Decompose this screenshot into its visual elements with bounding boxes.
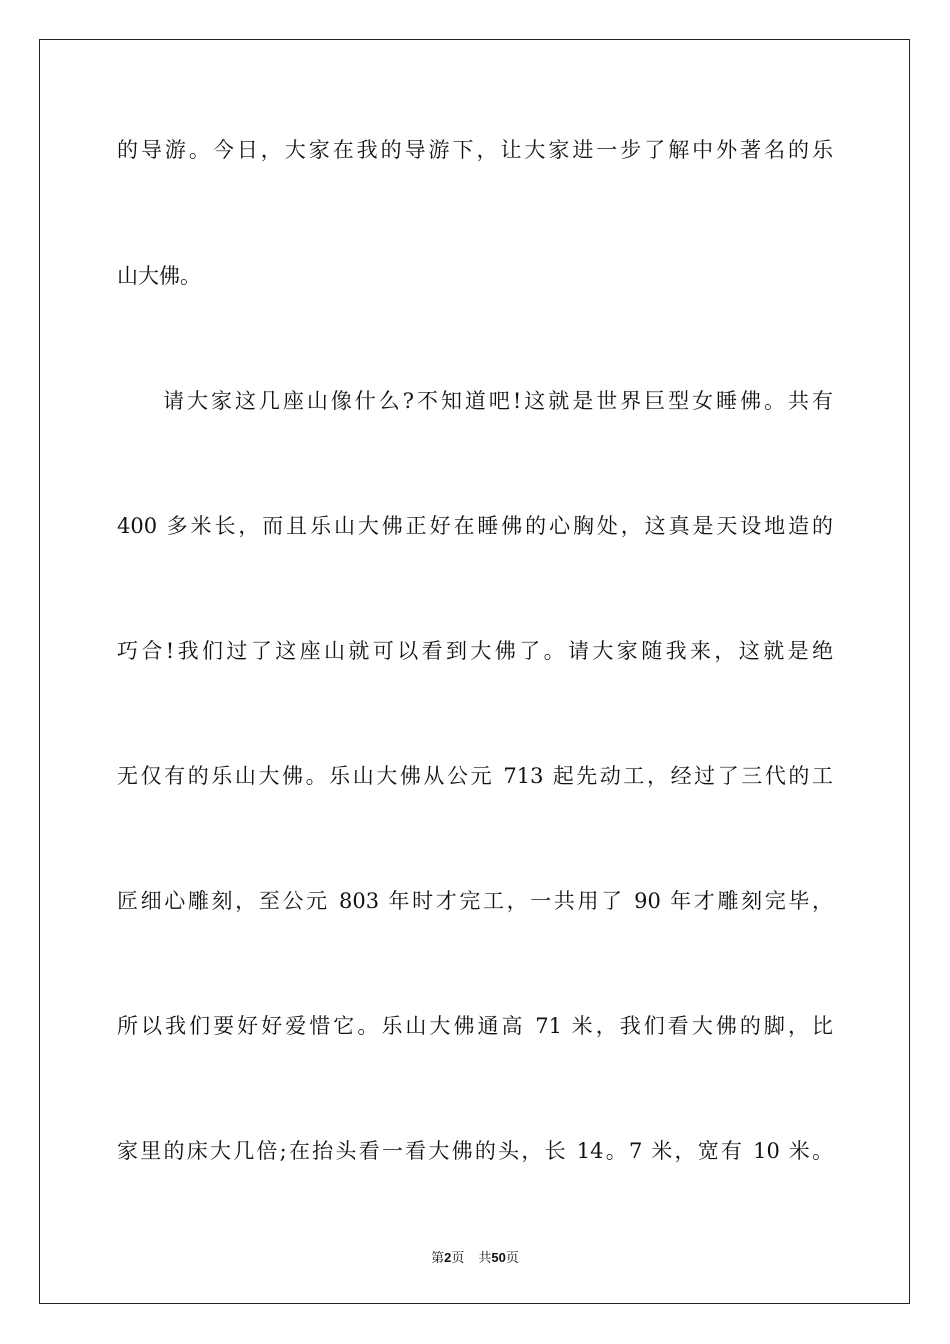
page-prefix: 第 <box>431 1251 445 1266</box>
text-line-4: 400 多米长，而且乐山大佛正好在睡佛的心胸处，这真是天设地造的 <box>117 514 833 538</box>
text-line-7: 匠细心雕刻，至公元 803 年时才完工，一共用了 90 年才雕刻完毕， <box>117 889 833 913</box>
text-line-2: 山大佛。 <box>117 264 201 288</box>
text-line-6: 无仅有的乐山大佛。乐山大佛从公元 713 起先动工，经过了三代的工 <box>117 764 833 788</box>
page-footer <box>0 1247 950 1266</box>
page-number: 2 <box>444 1250 452 1265</box>
text-line-8: 所以我们要好好爱惜它。乐山大佛通高 71 米，我们看大佛的脚，比 <box>117 1014 833 1038</box>
text-line-3: 请大家这几座山像什么?不知道吧!这就是世界巨型女睡佛。共有 <box>163 389 833 413</box>
page-border <box>39 39 910 1304</box>
total-pages: 50 <box>491 1250 506 1265</box>
total-suffix: 页 <box>505 1251 519 1266</box>
text-line-5: 巧合!我们过了这座山就可以看到大佛了。请大家随我来，这就是绝 <box>117 639 833 663</box>
total-prefix: 共 <box>478 1251 492 1266</box>
page-suffix: 页 <box>451 1251 465 1266</box>
text-line-1: 的导游。今日，大家在我的导游下，让大家进一步了解中外著名的乐 <box>117 138 833 162</box>
text-line-9: 家里的床大几倍;在抬头看一看大佛的头，长 14。7 米，宽有 10 米。 <box>117 1139 833 1163</box>
